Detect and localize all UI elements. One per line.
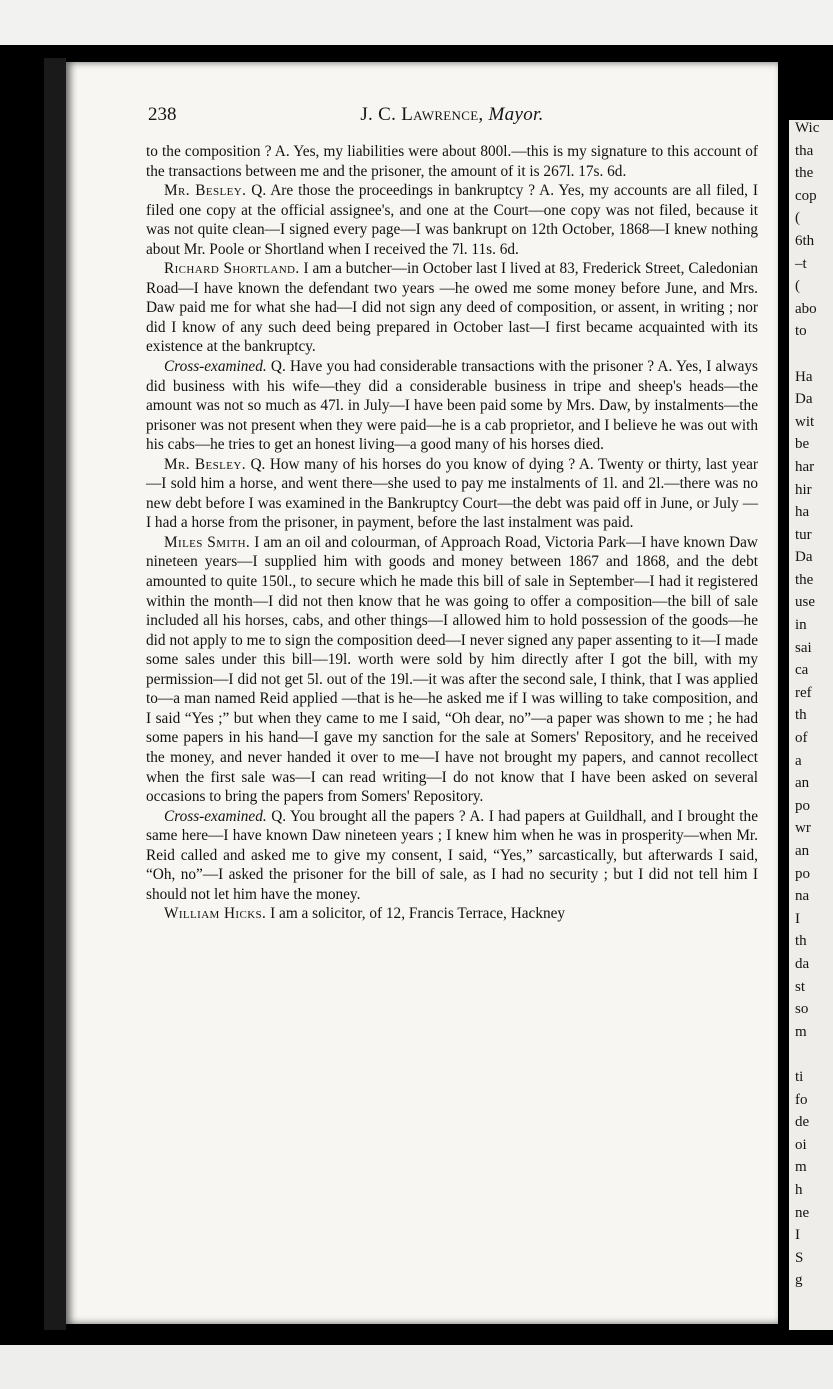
paragraph <box>146 259 758 357</box>
page-content <box>146 104 758 924</box>
running-title <box>146 104 758 126</box>
right-page-fragment: m <box>795 1023 807 1040</box>
right-page-fragment: th <box>795 707 807 724</box>
right-page-fragment: an <box>795 843 810 859</box>
right-page-fragment: 6th <box>795 232 815 249</box>
right-page-fragment: po <box>795 865 810 882</box>
right-page-fragment <box>789 1046 833 1069</box>
speaker-label: Mr. Besley. <box>164 455 246 473</box>
speaker-label: William Hicks. <box>164 905 267 923</box>
book-spine <box>44 58 66 1330</box>
right-page-fragment: sai <box>795 639 812 656</box>
right-page-fragment: of <box>795 730 808 747</box>
right-page-fragment: wit <box>795 413 815 430</box>
speaker-label: Mr. Besley. <box>164 182 247 200</box>
right-page-fragment: har <box>795 458 815 475</box>
paragraph <box>146 357 758 455</box>
right-page-fragment: –t <box>795 255 807 272</box>
right-page-fragment: I <box>795 910 800 927</box>
paragraph-text: I am a solicitor, of 12, Francis Terrace, Hackney <box>270 905 566 923</box>
speaker-label: Cross-examined. <box>164 807 267 825</box>
right-page-fragment: the <box>795 165 814 182</box>
right-page-fragment: po <box>795 797 810 814</box>
top-scan-margin <box>0 0 833 45</box>
right-page-fragment: tha <box>795 142 814 159</box>
bottom-scan-margin <box>0 1345 833 1389</box>
right-page-fragment: m <box>795 1159 807 1176</box>
right-page-fragment: ha <box>795 504 810 521</box>
right-page-fragment: h <box>795 1181 803 1198</box>
right-page-fragment: na <box>795 888 810 905</box>
right-page-fragment: ti <box>795 1068 804 1085</box>
right-page-fragment: so <box>795 1001 809 1018</box>
right-page-fragment: Da <box>795 549 813 566</box>
paragraph-text: Q. Have you had considerable transactions with the prisoner ? A. Yes, I always did business with his wife—they did a considerable business in tripe and sheep's heads—the amount was not so much as 47l. in July—I have been paid some by Mrs. Daw, by instalments—the prisoner was not present when they were paid—he is a cab proprietor, and I believe he was out with his cabs—he tries to get an honest living—a good many of his horses died. <box>146 358 759 454</box>
paragraph-text: I am a butcher—in October last I lived at 83, Frederick Street, Caledonian Road—I have known the defendant two years —he owed me some money before June, and Mrs. Daw paid me for what she had—I did not sign any deed of composition, or assent, in writing ; nor did I know of any such deed being prepared in October last—I first became acquainted with its existence at the bankruptcy. <box>146 260 759 356</box>
paragraph <box>146 181 758 259</box>
running-head-office: Mayor. <box>488 104 544 125</box>
left-page <box>66 62 778 1324</box>
right-page-fragment <box>789 346 833 369</box>
right-page-fragment: I <box>795 1227 800 1244</box>
right-page-fragment: Wic <box>795 120 820 136</box>
paragraph-text: Q. How many of his horses do you know of dying ? A. Twenty or thirty, last year—I sold him a horse, and went there—she used to pay me instalments of 1l. and 2l.—there was no new debt before I was examined in the Bankruptcy Court—the debt was paid off in June, or July —I had a horse from the prisoner, in payment, before the last instalment was paid. <box>146 455 758 532</box>
right-page-fragment: to <box>795 323 807 340</box>
right-page-fragment: S <box>795 1249 804 1266</box>
paragraph <box>146 904 758 924</box>
right-page-fragment: da <box>795 955 810 972</box>
right-page-fragment: ne <box>795 1204 810 1221</box>
body-text <box>146 142 758 924</box>
running-head <box>146 104 758 136</box>
right-page-fragment: st <box>795 978 806 995</box>
right-page-fragment: Da <box>795 391 813 408</box>
right-page-fragment: abo <box>795 300 817 317</box>
speaker-label: Richard Shortland. <box>164 260 300 278</box>
paragraph-text: I am an oil and colourman, of Approach Road, Victoria Park—I have known Daw nineteen years—I supplied him with goods and money between 1867 and 1868, and the debt amounted to quite 150l., to secure which he made this bill of sale in September—I had it registered within the month—I did not then know that he was going to offer a composition—the bill of sale included all his horses, cabs, and other things—I allowed him to hold possession of the goods—he did not apply to me to sign the composition deed—I never signed any paper assenting to it—I made some sales under this bill—19l. worth were sold by him directly after I got the bill, with my permission—I did not get 5l. out of the 19l.—it was after the second sale, I think, that I was applied to—a man named Reid applied —that is he—he asked me if I was willing to take composition, and I said “Yes ;” but when they came to me I said, “Oh dear, no”—a paper was shown to me ; he had some papers in his hand—I gave my sanction for the sale at Somers' Repository, and he received the money, and never handed it over to me—I have not brought my papers, and cannot recollect when the first sale was—I can read writing—I do not know that I have been asked on several occasions to bring the papers from Somers' Repository. <box>146 533 758 806</box>
right-page-fragment: ( <box>795 278 800 295</box>
right-page-fragment: an <box>795 775 810 792</box>
right-page-fragment: ( <box>795 210 800 227</box>
right-page-fragment: cop <box>795 187 817 204</box>
right-page-fragment: hir <box>795 481 812 498</box>
speaker-label: Cross-examined. <box>164 358 267 376</box>
right-page-fragment: the <box>795 571 814 588</box>
paragraph <box>146 142 758 181</box>
right-page-edge <box>789 120 833 1330</box>
right-page-fragment: g <box>795 1272 803 1289</box>
right-page-fragment: use <box>795 594 815 611</box>
right-page-fragment: a <box>795 752 802 769</box>
right-page-fragment: oi <box>795 1136 807 1153</box>
paragraph-text: Q. Are those the proceedings in bankruptcy ? A. Yes, my accounts are all filed, I filed one copy at the official assignee's, and one at the Court—one copy was not filed, because it was not quite clean—I signed every page—I was bankrupt on 12th October, 1868—I knew nothing about Mr. Poole or Shortland when I received the 7l. 11s. 6d. <box>146 182 759 258</box>
right-page-fragment: in <box>795 617 807 634</box>
paragraph-text: Q. You brought all the papers ? A. I had papers at Guildhall, and I brought the same here—I have known Daw nineteen years ; I knew him when he was in prosperity—when Mr. Reid called and asked me to give my consent, I said, “Yes,” sarcastically, but afterwards I said, “Oh, no”—I asked the prisoner for the bill of sale, as I had no security ; but I did not tell him I should not let him have the money. <box>146 807 758 903</box>
right-page-fragment: de <box>795 1114 810 1131</box>
page-number: 238 <box>148 104 177 125</box>
right-page-fragment: th <box>795 933 807 950</box>
paragraph <box>146 533 758 807</box>
speaker-label: Miles Smith. <box>164 533 251 551</box>
right-page-fragment: ca <box>795 662 809 679</box>
right-page-fragment: wr <box>795 820 811 837</box>
running-head-name: J. C. Lawrence, <box>360 104 484 125</box>
right-page-fragment: Ha <box>795 368 813 385</box>
right-page-fragment: be <box>795 436 810 453</box>
paragraph-text: to the composition ? A. Yes, my liabilities were about 800l.—this is my signature to this account of the transactions between me and the prisoner, the amount of it is 267l. 17s. 6d. <box>146 143 758 180</box>
right-page-fragment: fo <box>795 1091 808 1108</box>
paragraph <box>146 455 758 533</box>
right-page-fragment: ref <box>795 684 812 701</box>
paragraph <box>146 807 758 905</box>
right-page-fragment: tur <box>795 526 812 543</box>
